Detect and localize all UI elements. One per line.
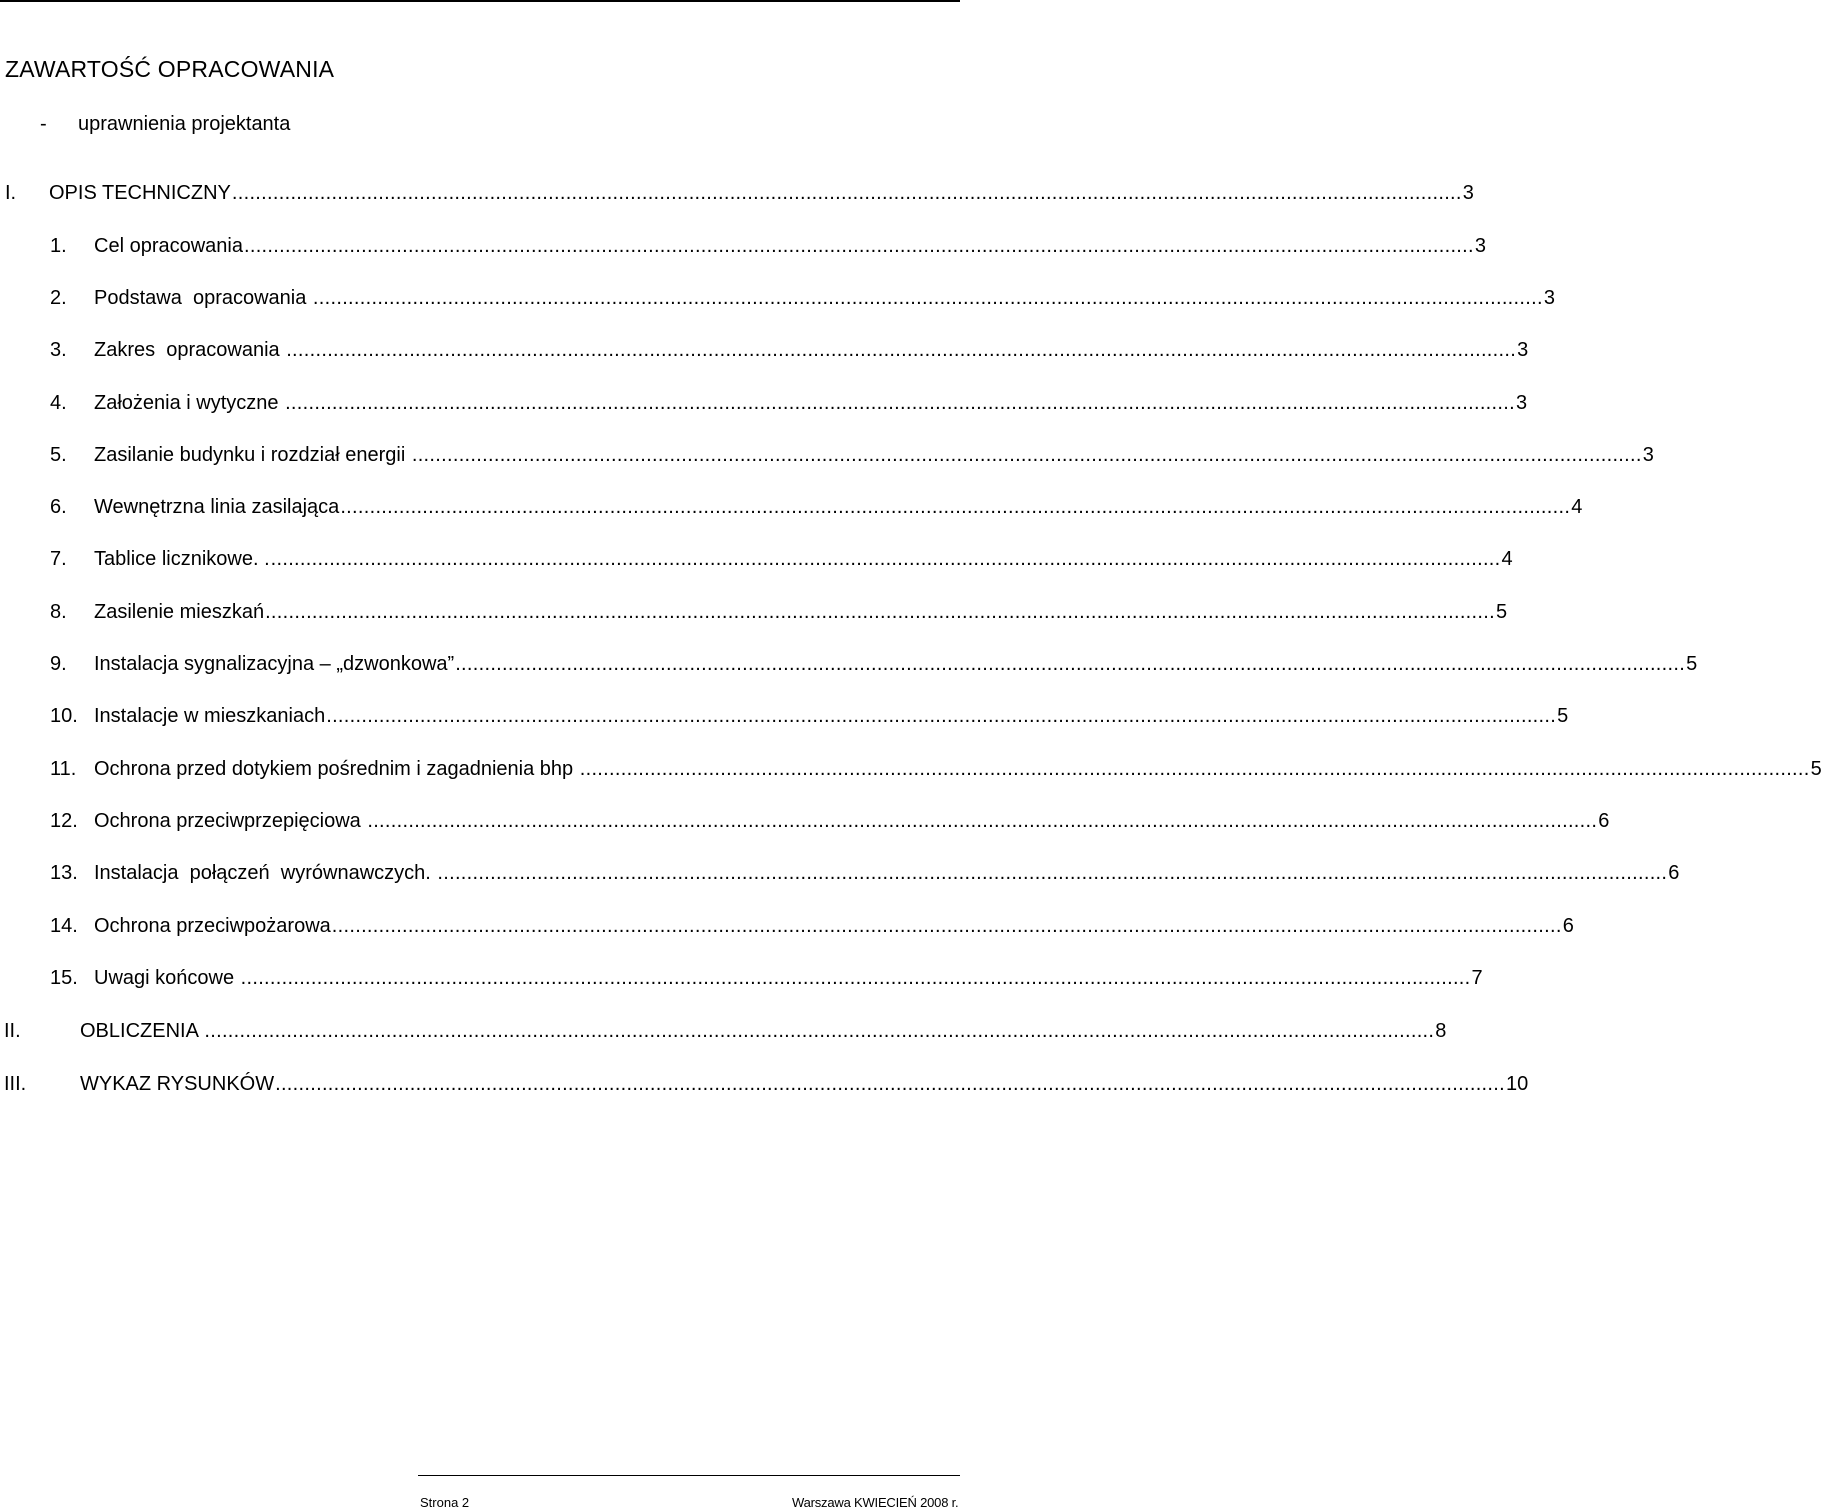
- toc-entry-page: 3: [1474, 235, 1487, 257]
- toc-entry-page: 3: [1515, 392, 1528, 414]
- toc-entry[interactable]: [4, 1018, 1447, 1044]
- toc-entry-number: 12.: [50, 810, 78, 832]
- toc-entry-leader: ..................................................................................................................................................................................................................: [240, 967, 1471, 989]
- toc-entry-leader: ..................................................................................................................................................................................................................: [340, 496, 1571, 518]
- toc-entry-leader: ..................................................................................................................................................................................................................: [455, 653, 1686, 675]
- toc-entry-number: 6.: [50, 496, 67, 518]
- toc-entry-page: 6: [1562, 915, 1574, 937]
- toc-entry-title: OPIS TECHNICZNY: [49, 182, 231, 204]
- toc-entry[interactable]: [50, 494, 1583, 520]
- toc-entry[interactable]: [50, 599, 1508, 625]
- toc-entry-title: Zasilanie budynku i rozdział energii: [94, 444, 411, 466]
- toc-entry-title: Zasilenie mieszkań: [94, 601, 265, 623]
- toc-entry-page: 5: [1557, 705, 1569, 727]
- toc-entry-page: 5: [1810, 758, 1822, 780]
- toc-entry-leader: ..................................................................................................................................................................................................................: [275, 1073, 1505, 1095]
- toc-entry-page: 3: [1462, 182, 1474, 204]
- toc-entry-leader: ..................................................................................................................................................................................................................: [437, 862, 1668, 884]
- toc-entry-number: III.: [4, 1073, 27, 1095]
- toc-entry-number: 11.: [50, 758, 77, 780]
- toc-entry-number: 8.: [50, 601, 67, 623]
- top-rule: [0, 0, 960, 2]
- toc-entry-title: Założenia i wytyczne: [94, 392, 285, 414]
- toc-entry[interactable]: [50, 442, 1654, 468]
- toc-entry[interactable]: [50, 965, 1483, 991]
- toc-entry-page: 10: [1506, 1073, 1529, 1095]
- toc-entry-page: 5: [1495, 601, 1508, 623]
- toc-entry-leader: ..................................................................................................................................................................................................................: [579, 758, 1810, 780]
- toc-entry-number: II.: [4, 1020, 21, 1042]
- toc-entry-title: Cel opracowania: [94, 235, 243, 257]
- toc-entry-page: 8: [1435, 1020, 1447, 1042]
- toc-entry-title: Instalacja sygnalizacyjna – „dzwonkowa”: [94, 653, 455, 675]
- toc-entry-title: Tablice licznikowe. .: [94, 548, 270, 570]
- toc-entry-number: 10.: [50, 705, 78, 727]
- toc-entry[interactable]: [50, 808, 1610, 834]
- toc-entry-number: 14.: [50, 915, 78, 937]
- toc-entry-page: 6: [1598, 810, 1610, 832]
- toc-entry-number: 9.: [50, 653, 67, 675]
- subtitle-dash: -: [40, 113, 47, 135]
- toc-entry-number: 13.: [50, 862, 78, 884]
- toc-entry-title: WYKAZ RYSUNKÓW: [80, 1073, 275, 1095]
- toc-entry-leader: ..................................................................................................................................................................................................................: [243, 235, 1474, 257]
- toc-entry-leader: ..................................................................................................................................................................................................................: [231, 182, 1462, 204]
- toc-entry-title: Ochrona przed dotykiem pośrednim i zagadnienia bhp: [94, 758, 579, 780]
- toc-entry[interactable]: [50, 651, 1698, 677]
- toc-entry-leader: ..................................................................................................................................................................................................................: [367, 810, 1598, 832]
- toc-entry-title: Uwagi końcowe: [94, 967, 240, 989]
- toc-entry-title: Ochrona przeciwpożarowa: [94, 915, 331, 937]
- toc-entry-leader: ..................................................................................................................................................................................................................: [286, 339, 1517, 361]
- subtitle-item: [40, 113, 290, 136]
- toc-entry-page: 5: [1686, 653, 1698, 675]
- toc-entry[interactable]: [50, 913, 1574, 939]
- toc-entry-page: 4: [1571, 496, 1583, 518]
- toc-entry-number: 5.: [50, 444, 67, 466]
- toc-entry-number: 4.: [50, 392, 67, 414]
- toc-entry-leader: ..................................................................................................................................................................................................................: [331, 915, 1562, 937]
- footer-page-label: Strona 2: [420, 1495, 470, 1510]
- page-title: ZAWARTOŚĆ OPRACOWANIA: [5, 56, 335, 82]
- toc-entry-leader: ..................................................................................................................................................................................................................: [312, 287, 1543, 309]
- toc-entry-title: Instalacja połączeń wyrównawczych.: [94, 862, 437, 884]
- toc-entry-number: 1.: [50, 235, 67, 257]
- toc-entry-title: Podstawa opracowania: [94, 287, 312, 309]
- toc-entry-title: Instalacje w mieszkaniach: [94, 705, 326, 727]
- footer-rule: [418, 1475, 960, 1476]
- toc-entry[interactable]: [50, 285, 1555, 311]
- toc-entry-leader: ..................................................................................................................................................................................................................: [285, 392, 1515, 414]
- toc-entry-title: Zakres opracowania: [94, 339, 286, 361]
- toc-entry-number: I.: [5, 182, 17, 204]
- toc-entry-number: 3.: [50, 339, 67, 361]
- toc-entry-number: 7.: [50, 548, 67, 570]
- toc-entry[interactable]: [50, 756, 1822, 782]
- toc-entry[interactable]: [50, 546, 1513, 572]
- footer-place-date: Warszawa KWIECIEŃ 2008 r.: [792, 1495, 959, 1510]
- toc-entry-page: 3: [1543, 287, 1555, 309]
- toc-entry[interactable]: [50, 233, 1487, 259]
- toc-entry-leader: ..................................................................................................................................................................................................................: [265, 601, 1495, 623]
- toc-entry-page: 4: [1501, 548, 1513, 570]
- subtitle-text: uprawnienia projektanta: [78, 113, 291, 135]
- toc-entry[interactable]: [5, 180, 1474, 206]
- toc-entry-leader: ..................................................................................................................................................................................................................: [204, 1020, 1435, 1042]
- toc-entry-leader: ..................................................................................................................................................................................................................: [270, 548, 1501, 570]
- toc-entry-title: OBLICZENIA: [80, 1020, 204, 1042]
- toc-entry-number: 15.: [50, 967, 78, 989]
- toc-entry-leader: ..................................................................................................................................................................................................................: [411, 444, 1642, 466]
- toc-entry-title: Wewnętrzna linia zasilająca: [94, 496, 340, 518]
- toc-entry[interactable]: [50, 860, 1680, 886]
- toc-entry-page: 3: [1642, 444, 1654, 466]
- toc-entry-number: 2.: [50, 287, 67, 309]
- toc-entry[interactable]: [50, 337, 1529, 363]
- toc-entry-page: 3: [1517, 339, 1529, 361]
- toc-entry[interactable]: [4, 1071, 1529, 1097]
- toc-entry-title: Ochrona przeciwprzepięciowa: [94, 810, 367, 832]
- toc-entry[interactable]: [50, 703, 1569, 729]
- toc-entry-leader: ..................................................................................................................................................................................................................: [326, 705, 1557, 727]
- toc-entry[interactable]: [50, 390, 1528, 416]
- toc-entry-page: 6: [1668, 862, 1680, 884]
- toc-entry-page: 7: [1471, 967, 1483, 989]
